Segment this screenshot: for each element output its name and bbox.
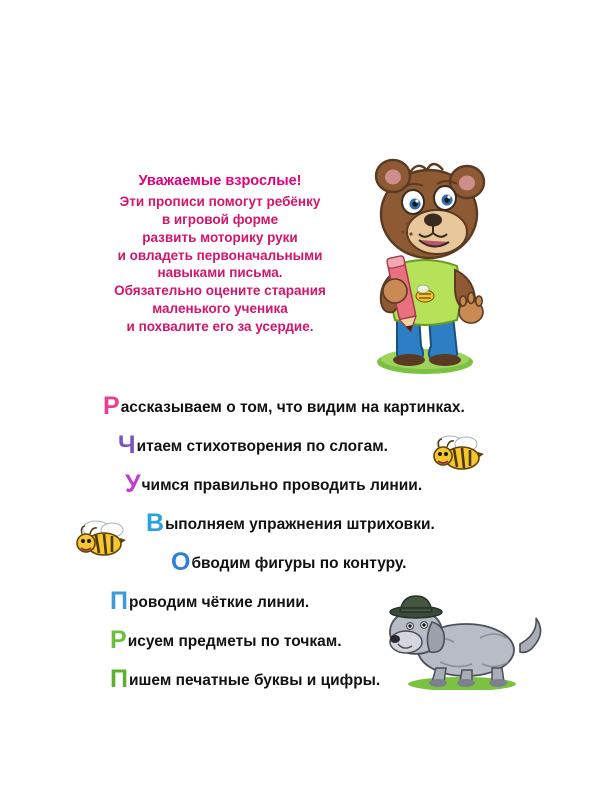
list-item-rest: бводим фигуры по контуру.	[191, 555, 407, 572]
initial-letter: П	[110, 665, 128, 693]
dog-illustration	[370, 592, 545, 690]
list-item-rest: ыполняем упражнения штриховки.	[165, 516, 435, 533]
list-item-text	[146, 509, 435, 537]
intro-line: и похвалите его за усердие.	[126, 318, 314, 334]
intro-line: развить моторику руки	[142, 229, 298, 245]
list-item-rest: исуем предметы по точкам.	[127, 633, 342, 650]
list-item	[0, 385, 600, 424]
intro-line: навыками письма.	[157, 265, 283, 281]
intro-line: и овладеть первоначальными	[117, 247, 323, 263]
list-item-text	[171, 548, 407, 576]
list-item-rest: роводим чёткие линии.	[128, 594, 310, 611]
initial-letter: О	[171, 548, 191, 576]
list-item-rest: итаем стихотворения по слогам.	[136, 438, 388, 455]
initial-letter: В	[146, 509, 165, 537]
intro-headline: Уважаемые взрослые!	[138, 173, 302, 189]
bee-illustration	[72, 518, 132, 560]
intro-line: в игровой форме	[161, 211, 279, 227]
initial-letter: П	[110, 587, 128, 615]
list-item	[0, 463, 600, 502]
initial-letter: Ч	[118, 431, 136, 459]
list-item-rest: ишем печатные буквы и цифры.	[128, 672, 381, 689]
list-item-rest: ассказываем о том, что видим на картинках.	[120, 399, 465, 416]
intro-line: Обязательно оцените старания	[114, 283, 326, 299]
list-item-text	[110, 665, 381, 693]
list-item-text	[110, 587, 310, 615]
intro-line: маленького ученика	[152, 301, 288, 316]
list-item-text	[118, 431, 388, 459]
list-item-text	[125, 470, 423, 498]
initial-letter: Р	[103, 392, 120, 420]
list-item	[0, 424, 600, 463]
list-item-text	[103, 392, 465, 420]
intro-block	[95, 172, 345, 336]
initial-letter: У	[125, 470, 141, 498]
list-item-rest: чимся правильно проводить линии.	[141, 477, 423, 494]
bee-illustration	[428, 432, 488, 474]
bear-with-pencil-illustration	[345, 148, 505, 378]
initial-letter: Р	[110, 626, 127, 654]
intro-line: Эти прописи помогут ребёнку	[119, 194, 321, 210]
list-item-text	[110, 626, 342, 654]
